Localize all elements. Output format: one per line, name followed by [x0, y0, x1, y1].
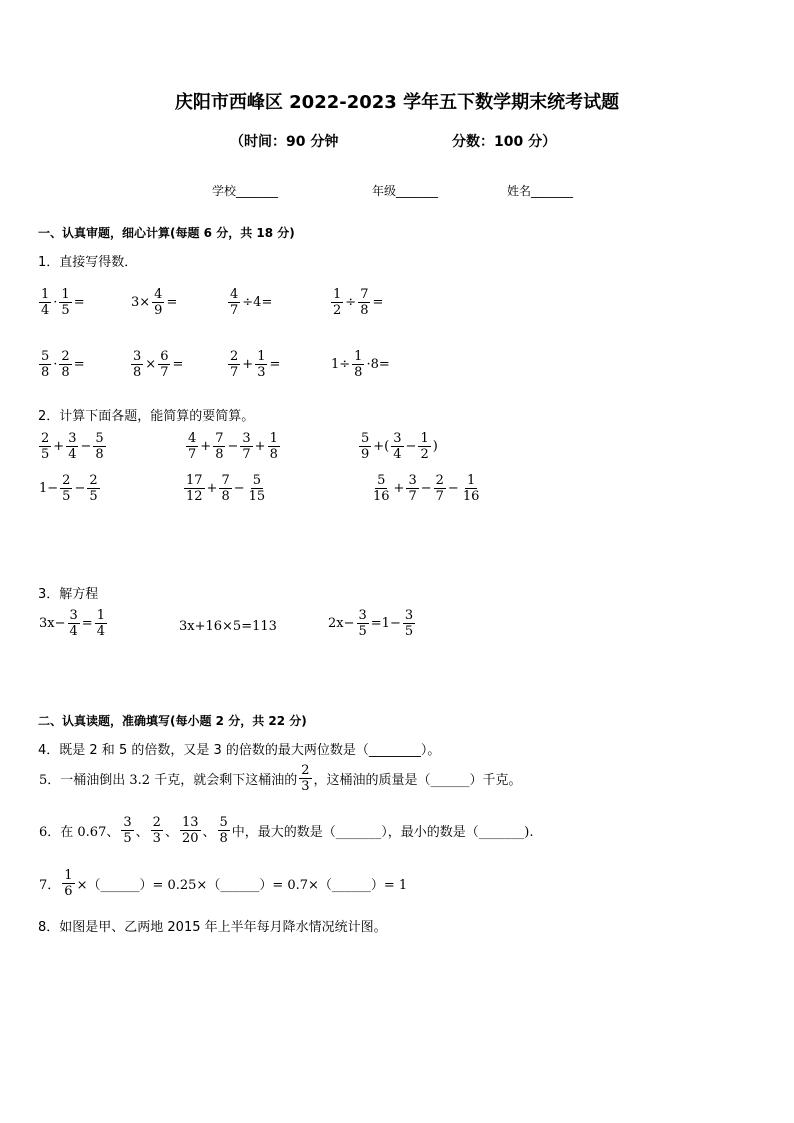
exam-time: （时间：90 分钟 [230, 134, 339, 150]
equation-item [178, 619, 278, 634]
exam-score: 分数：100 分） [452, 134, 557, 150]
math-text: ×（______）= 0.25×（______）= 0.7×（______）= 1 [76, 878, 408, 893]
denominator: 4 [68, 447, 77, 462]
denominator: 16 [462, 489, 480, 504]
fraction [152, 287, 164, 318]
denominator: 3 [152, 831, 161, 846]
fraction [371, 473, 392, 504]
numerator: 5 [252, 473, 262, 488]
fraction [87, 473, 99, 504]
question-2-label: 2．计算下面各题，能简算的要简算。 [38, 409, 255, 424]
section-2-heading: 二、认真读题，准确填写(每小题 2 分，共 22 分) [38, 714, 307, 728]
math-text: ÷4= [242, 295, 273, 310]
denominator: 8 [269, 447, 278, 462]
denominator: 7 [435, 489, 444, 504]
oral-item [330, 349, 391, 380]
math-text: + [53, 439, 65, 454]
fraction [213, 431, 225, 462]
denominator: 8 [215, 447, 224, 462]
fraction [59, 287, 71, 318]
question-5 [38, 763, 523, 794]
fraction [219, 473, 231, 504]
math-text: 6．在 0.67、 [39, 825, 120, 840]
denominator: 9 [154, 303, 163, 318]
fraction [39, 431, 51, 462]
expression-item [370, 473, 482, 504]
fraction [418, 431, 430, 462]
math-text: − [405, 439, 417, 454]
denominator: 7 [160, 365, 169, 380]
fraction [240, 431, 252, 462]
numerator: 3 [133, 349, 142, 364]
numerator: 2 [62, 473, 71, 488]
denominator: 2 [333, 303, 342, 318]
numerator: 1 [269, 431, 278, 446]
numerator: 3 [358, 608, 367, 623]
math-text: = [269, 357, 281, 372]
math-text: 3x+16×5=113 [179, 619, 277, 634]
fraction [60, 473, 72, 504]
denominator: 8 [95, 447, 104, 462]
math-text: 、 [164, 825, 178, 840]
math-text: 中，最大的数是（_______），最小的数是（_______). [231, 825, 534, 840]
math-text: = [372, 295, 384, 310]
numerator: 5 [41, 349, 50, 364]
math-text: + [393, 481, 405, 496]
fraction [68, 608, 80, 639]
denominator: 8 [219, 831, 228, 846]
denominator: 5 [123, 831, 132, 846]
numerator: 2 [61, 349, 70, 364]
denominator: 4 [69, 624, 78, 639]
math-text: × [145, 357, 157, 372]
numerator: 3 [69, 608, 78, 623]
expression-item [38, 431, 107, 462]
denominator: 7 [230, 365, 239, 380]
expression-item [185, 431, 281, 462]
math-text: · [53, 295, 58, 310]
math-text: = [81, 616, 93, 631]
math-text: − [233, 481, 245, 496]
math-text: − [420, 481, 432, 496]
fraction [121, 815, 133, 846]
fraction [461, 473, 482, 504]
oral-item [130, 349, 184, 380]
oral-item [227, 349, 281, 380]
denominator: 8 [360, 303, 369, 318]
fraction [39, 349, 51, 380]
oral-item [227, 287, 273, 318]
fraction [180, 815, 201, 846]
section-1-heading: 一、认真审题，细心计算(每题 6 分，共 18 分) [38, 226, 295, 240]
numerator: 5 [219, 815, 228, 830]
fraction [406, 473, 418, 504]
fraction [184, 473, 205, 504]
numerator: 2 [89, 473, 98, 488]
fraction [151, 815, 163, 846]
fraction [218, 815, 230, 846]
numerator: 5 [377, 473, 386, 488]
numerator: 13 [181, 815, 199, 830]
numerator: 2 [230, 349, 239, 364]
fraction [247, 473, 268, 504]
school-field: 学校_______ [212, 184, 279, 198]
denominator: 5 [358, 624, 367, 639]
math-text: 、 [202, 825, 216, 840]
math-text: =1− [370, 616, 401, 631]
denominator: 8 [133, 365, 142, 380]
denominator: 7 [188, 447, 197, 462]
math-text: = [73, 357, 85, 372]
numerator: 5 [95, 431, 104, 446]
numerator: 7 [221, 473, 230, 488]
fraction [131, 349, 143, 380]
page-title: 庆阳市西峰区 2022-2023 学年五下数学期末统考试题 [174, 92, 620, 113]
numerator: 4 [188, 431, 197, 446]
denominator: 12 [186, 489, 203, 504]
denominator: 4 [393, 447, 402, 462]
denominator: 2 [420, 447, 429, 462]
denominator: 5 [61, 303, 70, 318]
oral-item [38, 287, 86, 318]
numerator: 7 [215, 431, 224, 446]
equation-item [38, 608, 108, 639]
expression-item [358, 431, 439, 462]
math-text: ，这桶油的质量是（______）千克。 [313, 773, 522, 788]
denominator: 8 [221, 489, 230, 504]
fraction [357, 608, 369, 639]
numerator: 1 [61, 287, 70, 302]
math-text: − [227, 439, 239, 454]
numerator: 4 [230, 287, 239, 302]
fraction [93, 431, 105, 462]
denominator: 5 [41, 447, 50, 462]
numerator: 1 [257, 349, 266, 364]
denominator: 20 [181, 831, 199, 846]
numerator: 3 [242, 431, 251, 446]
fraction [359, 431, 371, 462]
denominator: 8 [354, 365, 363, 380]
question-3-label: 3．解方程 [38, 587, 99, 602]
numerator: 7 [360, 287, 369, 302]
math-text: ) [432, 439, 438, 454]
denominator: 4 [96, 624, 105, 639]
math-text: + [242, 357, 254, 372]
numerator: 3 [68, 431, 77, 446]
math-text: ÷ [345, 295, 357, 310]
fraction [158, 349, 170, 380]
numerator: 6 [160, 349, 169, 364]
numerator: 4 [154, 287, 163, 302]
fraction [331, 287, 343, 318]
denominator: 16 [373, 489, 390, 504]
math-text: + [206, 481, 218, 496]
numerator: 1 [64, 868, 73, 883]
numerator: 3 [404, 608, 414, 623]
fraction [95, 608, 107, 639]
fraction [299, 763, 311, 794]
math-text: · [53, 357, 58, 372]
fraction [228, 349, 240, 380]
fraction [62, 868, 74, 899]
question-8: 8．如图是甲、乙两地 2015 年上半年每月降水情况统计图。 [38, 920, 387, 935]
math-text: ·8= [366, 357, 390, 372]
question-4: 4．既是 2 和 5 的倍数，又是 3 的倍数的最大两位数是（________）。 [38, 743, 441, 758]
denominator: 4 [41, 303, 50, 318]
fraction [434, 473, 446, 504]
math-text: + [200, 439, 212, 454]
numerator: 2 [41, 431, 50, 446]
denominator: 3 [257, 365, 266, 380]
fraction [66, 431, 78, 462]
math-text: + [254, 439, 266, 454]
question-1-label: 1．直接写得数． [38, 255, 138, 270]
name-field: 姓名_______ [507, 184, 574, 198]
math-text: 1− [39, 481, 59, 496]
math-text: 3× [131, 295, 151, 310]
denominator: 5 [89, 489, 98, 504]
numerator: 1 [96, 608, 105, 623]
numerator: 2 [435, 473, 444, 488]
denominator: 7 [242, 447, 251, 462]
fraction [352, 349, 364, 380]
numerator: 1 [354, 349, 363, 364]
denominator: 3 [301, 779, 310, 794]
denominator: 5 [404, 624, 414, 639]
fraction [186, 431, 198, 462]
fraction [268, 431, 280, 462]
math-text: − [74, 481, 86, 496]
math-text: = [73, 295, 85, 310]
fraction [403, 608, 415, 639]
numerator: 2 [152, 815, 161, 830]
denominator: 6 [64, 884, 73, 899]
math-text: − [447, 481, 459, 496]
math-text: 3x− [39, 616, 66, 631]
math-text: = [172, 357, 184, 372]
math-text: 1÷ [331, 357, 351, 372]
math-text: − [80, 439, 92, 454]
numerator: 5 [361, 431, 370, 446]
expression-item [183, 473, 268, 504]
math-text: = [166, 295, 178, 310]
denominator: 9 [361, 447, 370, 462]
numerator: 3 [408, 473, 417, 488]
denominator: 8 [41, 365, 50, 380]
math-text: 、 [135, 825, 149, 840]
fraction [39, 287, 51, 318]
fraction [59, 349, 71, 380]
fraction [255, 349, 267, 380]
numerator: 1 [41, 287, 50, 302]
question-6 [38, 815, 535, 846]
numerator: 17 [186, 473, 203, 488]
math-text: 5．一桶油倒出 3.2 千克，就会剩下这桶油的 [39, 773, 298, 788]
numerator: 1 [420, 431, 429, 446]
denominator: 5 [62, 489, 71, 504]
question-7 [38, 868, 408, 899]
numerator: 3 [123, 815, 132, 830]
grade-field: 年级_______ [372, 184, 439, 198]
denominator: 15 [248, 489, 266, 504]
math-text: +( [373, 439, 390, 454]
numerator: 2 [301, 763, 310, 778]
denominator: 8 [61, 365, 70, 380]
fraction [391, 431, 403, 462]
numerator: 3 [393, 431, 402, 446]
math-text: 7． [39, 878, 61, 893]
oral-item [38, 349, 86, 380]
math-text: 2x− [328, 616, 355, 631]
denominator: 7 [230, 303, 239, 318]
oral-item [130, 287, 178, 318]
fraction [228, 287, 240, 318]
equation-item [327, 608, 416, 639]
fraction [358, 287, 370, 318]
oral-item [330, 287, 384, 318]
expression-item [38, 473, 101, 504]
numerator: 1 [466, 473, 476, 488]
numerator: 1 [333, 287, 342, 302]
denominator: 7 [408, 489, 417, 504]
